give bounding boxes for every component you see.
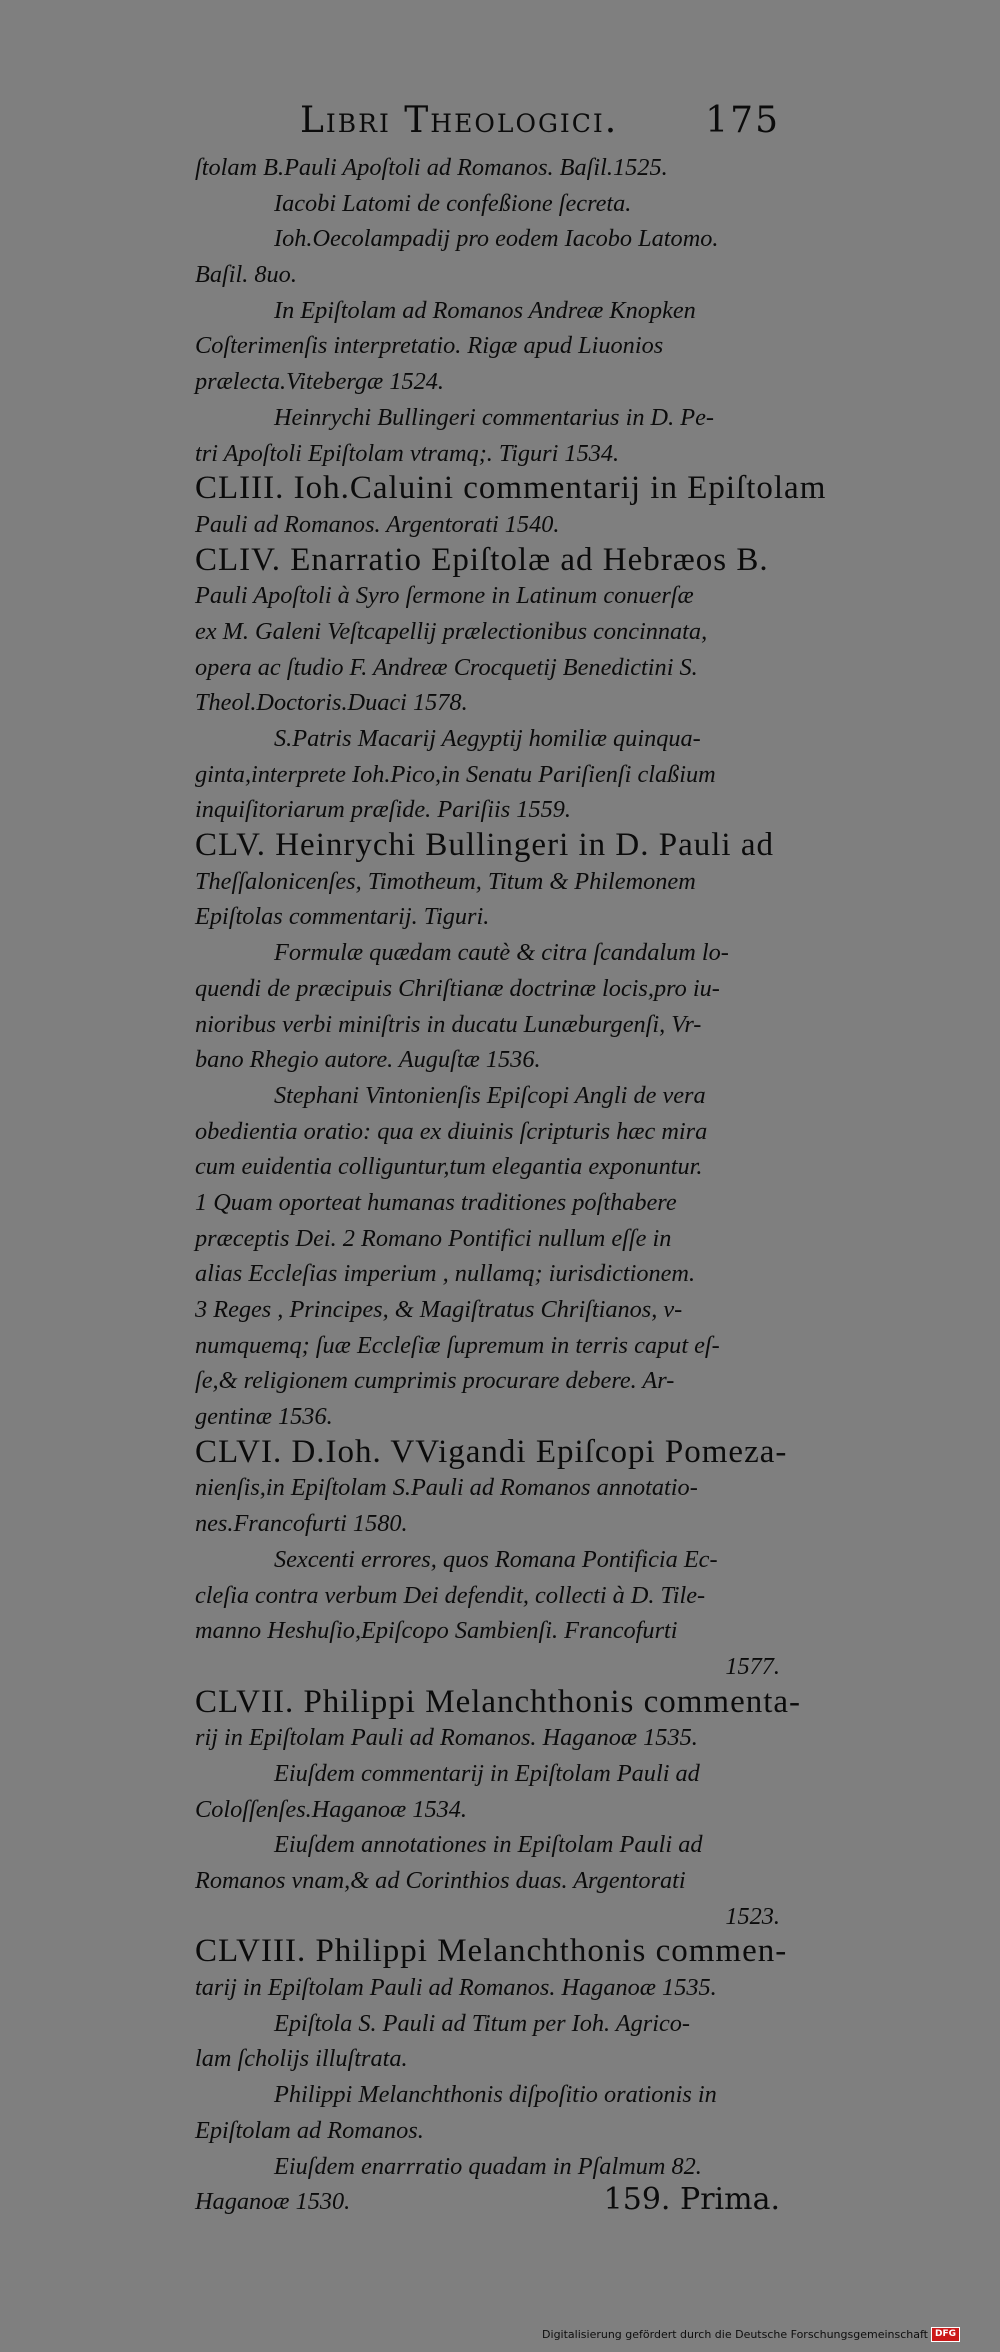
text-line: præceptis Dei. 2 Romano Pontifici nullum eſſe in: [195, 1224, 672, 1252]
text-line: 1577.: [725, 1652, 780, 1680]
text-line: numquemq; ſuæ Eccleſiæ ſupremum in terris caput eſ-: [195, 1331, 720, 1359]
text-line: Coloſſenſes.Haganoæ 1534.: [195, 1795, 467, 1823]
text-line: Pauli Apoſtoli à Syro ſermone in Latinum conuerſæ: [195, 582, 694, 610]
text-line: Eiuſdem annotationes in Epiſtolam Pauli ad: [274, 1831, 703, 1859]
credit-text: Digitalisierung gefördert durch die Deutsche Forschungsgemeinschaft: [542, 2328, 928, 2341]
text-line: cum euidentia colliguntur,tum elegantia exponuntur.: [195, 1153, 703, 1181]
page-number: 175: [705, 99, 780, 141]
text-line: Romanos vnam,& ad Corinthios duas. Argentorati: [195, 1867, 686, 1894]
text-line: nioribus verbi miniſtris in ducatu Lunæburgenſi, Vr-: [195, 1010, 702, 1038]
text-line: Theol.Doctoris.Duaci 1578.: [195, 689, 468, 717]
text-line: Philippi Melanchthonis diſpoſitio orationis in: [274, 2081, 717, 2109]
text-line: Iacobi Latomi de confeßione ſecreta.: [274, 189, 632, 217]
text-line: quendi de præcipuis Chriſtianæ doctrinæ locis,pro iu-: [195, 974, 720, 1002]
text-line: Ioh.Oecolampadij pro eodem Iacobo Latomo.: [274, 225, 719, 253]
text-line: 1 Quam oporteat humanas traditiones poſthabere: [195, 1188, 677, 1216]
entry-heading-line: CLIV. Enarratio Epiſtolæ ad Hebræos B.: [195, 541, 769, 578]
text-line: gentinæ 1536.: [195, 1403, 333, 1431]
entry-heading-line: CLV. Heinrychi Bullingeri in D. Pauli ad: [195, 827, 774, 864]
text-line: opera ac ſtudio F. Andreæ Crocquetij Benedictini S.: [195, 653, 698, 681]
text-line: Theſſalonicenſes, Timotheum, Titum & Philemonem: [195, 867, 696, 895]
text-line: Epiſtola S. Pauli ad Titum per Ioh. Agrico-: [274, 2009, 690, 2037]
text-line: Haganoæ 1530.: [195, 2188, 351, 2216]
text-line: ex M. Galeni Veſtcapellij prælectionibus concinnata,: [195, 617, 708, 645]
running-header: [300, 90, 780, 150]
text-line: 3 Reges , Principes, & Magiſtratus Chriſtianos, v-: [195, 1296, 683, 1323]
dfg-logo: DFG: [931, 2327, 960, 2342]
text-line: 1523.: [725, 1902, 780, 1930]
text-line: obedientia oratio: qua ex diuinis ſcripturis hæc mira: [195, 1117, 708, 1145]
text-line: tarij in Epiſtolam Pauli ad Romanos. Haganoæ 1535.: [195, 1974, 717, 2002]
text-line: Eiuſdem commentarij in Epiſtolam Pauli ad: [274, 1759, 700, 1787]
text-line: Formulæ quædam cautè & citra ſcandalum lo-: [274, 939, 729, 967]
text-line: Sexcenti errores, quos Romana Pontificia Ec-: [274, 1545, 718, 1573]
text-line: alias Eccleſias imperium , nullamq; iurisdictionem.: [195, 1260, 696, 1288]
text-line: manno Heshuſio,Epiſcopo Sambienſi. Francofurti: [195, 1617, 678, 1645]
text-line: Epiſtolam ad Romanos.: [195, 2116, 424, 2144]
text-line: ginta,interprete Ioh.Pico,in Senatu Pariſienſi claßium: [195, 760, 716, 788]
entry-heading-line: CLVI. D.Ioh. VVigandi Epiſcopi Pomeza-: [195, 1433, 788, 1470]
text-line: Stephani Vintonienſis Epiſcopi Angli de vera: [274, 1081, 706, 1109]
text-line: S.Patris Macarij Aegyptij homiliæ quinqua-: [274, 725, 701, 752]
text-line: Eiuſdem enarrratio quadam in Pſalmum 82.: [274, 2152, 702, 2180]
entry-heading-line: CLVII. Philippi Melanchthonis commenta-: [195, 1683, 802, 1720]
running-title: Libri Theologici.: [300, 99, 619, 141]
text-line: Epiſtolas commentarij. Tiguri.: [195, 903, 490, 931]
text-line: nes.Francofurti 1580.: [195, 1510, 408, 1538]
text-line: Heinrychi Bullingeri commentarius in D. Pe-: [274, 403, 714, 431]
text-line: tri Apoſtoli Epiſtolam vtramq;. Tiguri 1534.: [195, 439, 620, 467]
entry-heading-line: CLIII. Ioh.Caluini commentarij in Epiſtolam: [195, 470, 827, 507]
text-line: Coſterimenſis interpretatio. Rigæ apud Liuonios: [195, 332, 664, 360]
text-line: prælecta.Vitebergæ 1524.: [195, 368, 445, 396]
text-line: Baſil. 8uo.: [195, 261, 297, 289]
text-line: ſtolam B.Pauli Apoſtoli ad Romanos. Baſil.1525.: [195, 154, 668, 181]
text-line: In Epiſtolam ad Romanos Andreæ Knopken: [274, 296, 696, 324]
text-line: bano Rhegio autore. Auguſtæ 1536.: [195, 1046, 541, 1074]
text-line: nienſis,in Epiſtolam S.Pauli ad Romanos annotatio-: [195, 1474, 698, 1502]
text-line: cleſia contra verbum Dei defendit, collecti à D. Tile-: [195, 1581, 706, 1609]
catchword: 159. Prima.: [603, 2182, 780, 2217]
text-line: Pauli ad Romanos. Argentorati 1540.: [195, 510, 560, 538]
entry-heading-line: CLVIII. Philippi Melanchthonis commen-: [195, 1933, 788, 1970]
text-line: ſe,& religionem cumprimis procurare debere. Ar-: [195, 1367, 675, 1395]
text-line: inquiſitoriarum præſide. Pariſiis 1559.: [195, 796, 571, 824]
text-line: lam ſcholijs illuſtrata.: [195, 2045, 408, 2073]
digitization-credit: [542, 2327, 960, 2342]
text-line: rij in Epiſtolam Pauli ad Romanos. Haganoæ 1535.: [195, 1724, 698, 1752]
